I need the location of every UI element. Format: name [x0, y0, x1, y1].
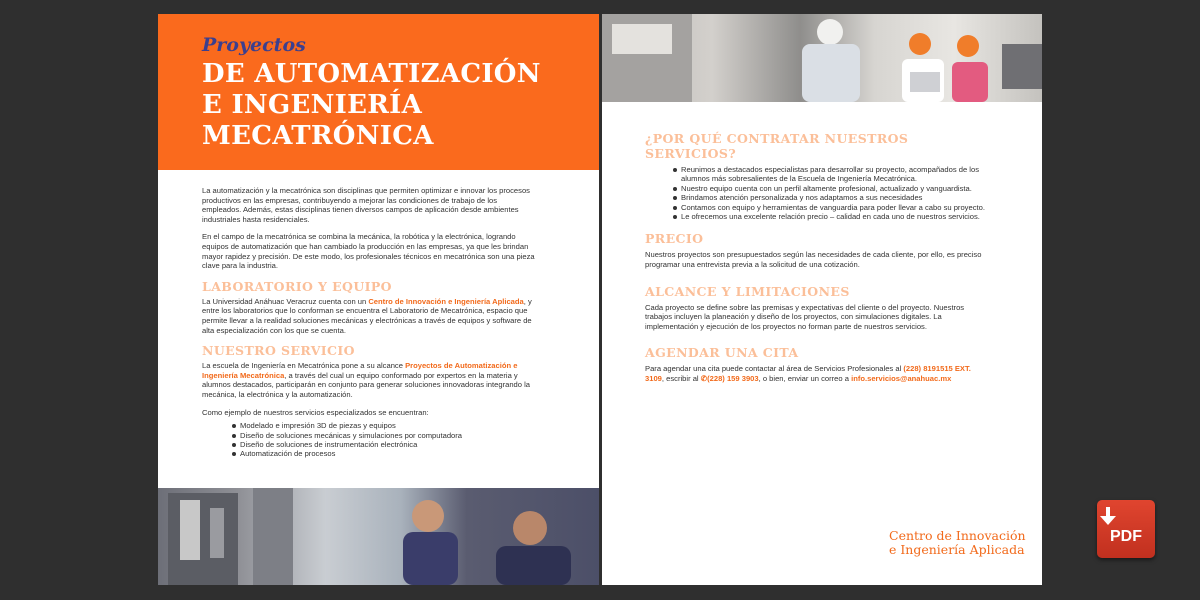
service-paragraph: La escuela de Ingeniería en Mecatrónica pone a su alcance Proyectos de Automatización e Ingeniería Mecatrónica, a través del cual un equipo conformado por expertos en la materia y alumnos destacados, participarán en conjunto para generar soluciones innovadoras integrando la mecánica, la electrónica y la automatización.: [202, 361, 531, 399]
whatsapp-icon: ✆: [700, 374, 708, 383]
hero-kicker: Proyectos: [202, 34, 306, 56]
list-item: Reunimos a destacados especialistas para desarrollar su proyecto, acompañados de los alumnos más sobresalientes de la Escuela de Ingeniería Mecatrónica.: [673, 165, 990, 184]
brochure-page-right: [602, 14, 1042, 585]
why-list: [645, 165, 990, 221]
hero-title: [202, 59, 599, 152]
hero-title-line: E INGENIERÍA: [202, 90, 423, 120]
right-body: [645, 127, 990, 390]
section-heading-service: NUESTRO SERVICIO: [202, 343, 355, 359]
list-item: Diseño de soluciones mecánicas y simulaciones por computadora: [232, 431, 538, 440]
photo-lab-students-art: [158, 488, 599, 585]
left-body: [202, 186, 538, 459]
download-arrow-icon: [1097, 506, 1119, 528]
photo-engineers-art: [602, 14, 1042, 102]
section-heading-price: PRECIO: [645, 231, 704, 247]
whatsapp-number[interactable]: (228) 159 3903: [707, 374, 759, 383]
section-heading-scope: ALCANCE Y LIMITACIONES: [645, 283, 850, 299]
lab-link: Centro de Innovación e Ingeniería Aplicada: [368, 296, 524, 306]
list-item: Modelado e impresión 3D de piezas y equipos: [232, 421, 538, 430]
intro-paragraph: En el campo de la mecatrónica se combina la mecánica, la robótica y la electrónica, logrando equipos de automatización que han cambiado la producción en las empresas, ya que les brindan mayor rapidez y precisión. De este modo, los profesionales técnicos en mecatrónica son una pieza clave para la industria.: [202, 232, 535, 271]
photo-lab-students: [158, 488, 599, 585]
hero-title-line: MECATRÓNICA: [202, 121, 434, 151]
list-item: Diseño de soluciones de instrumentación electrónica: [232, 440, 538, 449]
section-heading-appointment: AGENDAR UNA CITA: [645, 345, 799, 361]
examples-intro: Como ejemplo de nuestros servicios especializados se encuentran:: [202, 407, 429, 417]
scope-paragraph: Cada proyecto se define sobre las premisas y expectativas del cliente o del proyecto. Nuestros trabajos incluyen la planeación y diseño de los proyectos, con simulaciones digitales. La implementación y ejecución de los proyectos no forman parte de nuestros servicios.: [645, 302, 965, 331]
pdf-download-button[interactable]: [1097, 500, 1155, 558]
phone-number[interactable]: (228) 8191515 EXT. 3109: [645, 364, 971, 383]
brochure-page-left: [158, 14, 599, 585]
section-heading-why: ¿POR QUÉ CONTRATAR NUESTROS SERVICIOS?: [645, 131, 909, 161]
price-paragraph: Nuestros proyectos son presupuestados según las necesidades de cada cliente, por ello, es preciso programar una entrevista previa a la solicitud de una cotización.: [645, 250, 982, 270]
list-item: Automatización de procesos: [232, 449, 538, 458]
list-item: Le ofrecemos una excelente relación precio – calidad en cada uno de nuestros servicios.: [673, 212, 990, 221]
lab-paragraph: La Universidad Anáhuac Veracruz cuenta con un Centro de Innovación e Ingeniería Aplicada, y entre los laboratorios que lo conforman se encuentra el Laboratorio de Mecatrónica, espacio que permite llevar a la realidad soluciones mecánicas y electrónicas a través de equipos y software de alta especialización con los que se cuenta.: [202, 296, 532, 335]
brand-logo-text: Centro de Innovación e Ingeniería Aplicada: [889, 528, 1026, 557]
service-link: Proyectos de Automatización e Ingeniería Mecatrónica: [202, 361, 518, 380]
email-link[interactable]: info.servicios@anahuac.mx: [851, 374, 952, 383]
examples-list: [202, 421, 538, 459]
list-item: Contamos con equipo y herramientas de vanguardia para poder llevar a cabo su proyecto.: [673, 203, 990, 212]
list-item: Nuestro equipo cuenta con un perfil altamente profesional, actualizado y vanguardista.: [673, 184, 990, 193]
section-heading-lab: LABORATORIO Y EQUIPO: [202, 278, 392, 294]
appointment-paragraph: Para agendar una cita puede contactar al área de Servicios Profesionales al (228) 8191515 EXT. 3109, escribir al ✆(228) 159 3903, o bien, enviar un correo a info.servicios@anahuac.mx: [645, 364, 971, 383]
photo-engineers: [602, 14, 1042, 102]
pdf-label: PDF: [1110, 528, 1142, 545]
list-item: Brindamos atención personalizada y nos adaptamos a sus necesidades: [673, 193, 990, 202]
hero-title-line: DE AUTOMATIZACIÓN: [202, 59, 541, 89]
hero-banner: [158, 14, 599, 170]
intro-paragraph: La automatización y la mecatrónica son disciplinas que permiten optimizar e innovar los procesos productivos en las empresas, contribuyendo a mejorar las condiciones de trabajo de los empleados. Además, estas disciplinas tienen diversos campos de aplicación desde ambientes industriales hasta residenciales.: [202, 186, 530, 224]
